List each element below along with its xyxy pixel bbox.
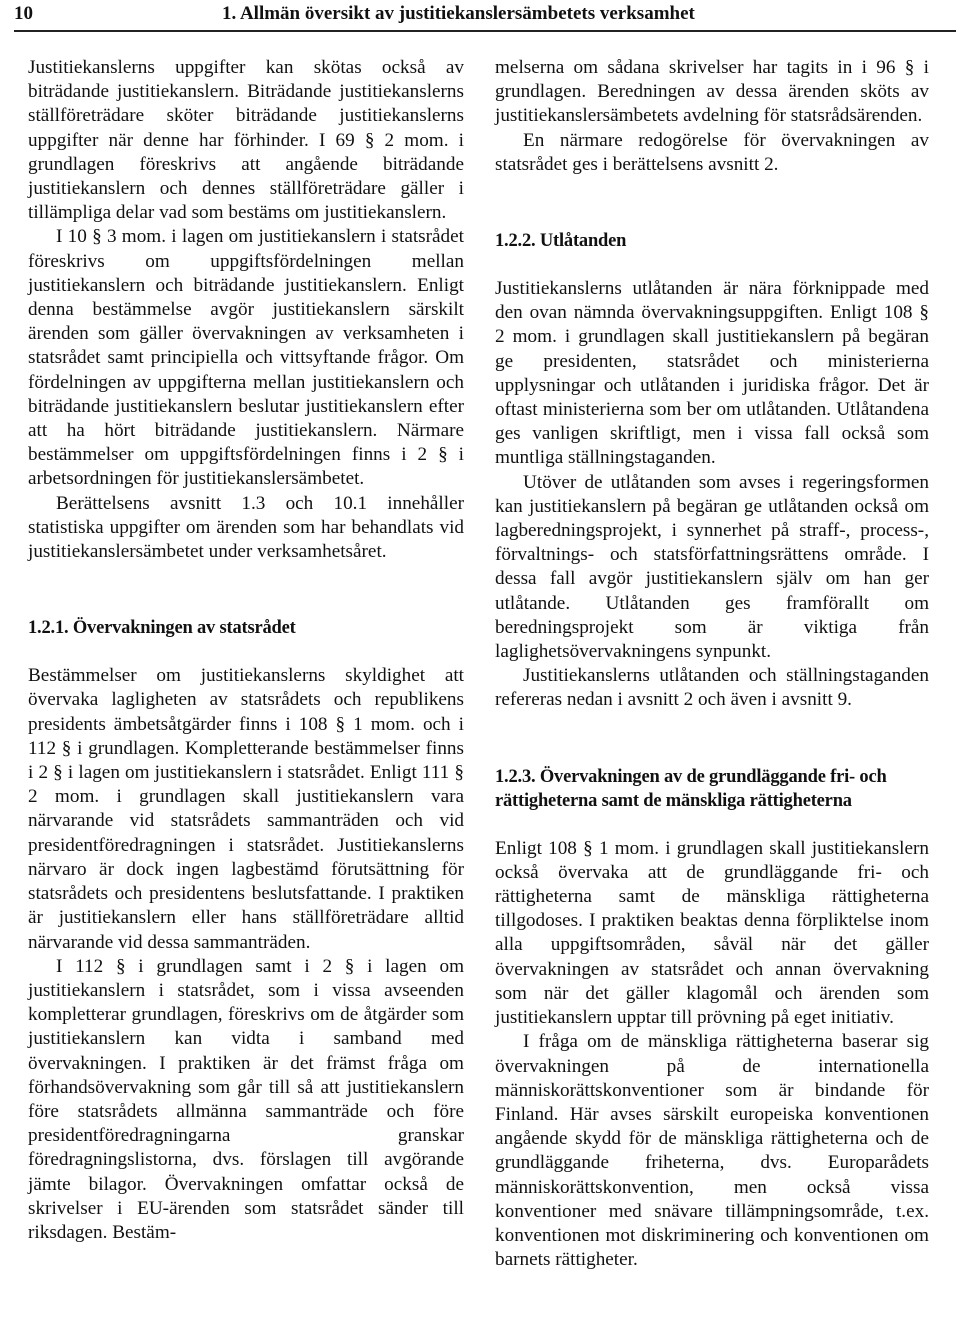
paragraph: Justitiekanslerns utlåtanden är nära förknippade med den ovan nämnda övervakningsuppgiften. Enligt 108 § 2 mom. i grundlagen skall justitiekanslern på begäran ge presidenten, statsrådet och ministerierna upplysningar och utlåtanden i juridiska frågor. Det är oftast ministerierna som ber om utlåtanden. Utlåtandena ges vanligen skriftligt, men i vissa fall också som muntliga ställningstaganden. (495, 278, 929, 469)
header-rule (14, 30, 956, 32)
paragraph: Justitiekanslerns utlåtanden och ställningstaganden refereras nedan i avsnitt 2 och även i avsnitt 9. (495, 665, 929, 711)
section-spacer (495, 177, 929, 229)
paragraph: Berättelsens avsnitt 1.3 och 10.1 innehåller statistiska uppgifter om ärenden som har behandlats vid justitiekanslersämbetet under verksamhetsåret. (28, 492, 464, 563)
paragraph: I 112 § i grundlagen samt i 2 § i lagen om justitiekanslern i statsrådet, som i vissa avseenden kompletterar grundlagen, föreskrivs om de åtgärder som justitiekanslern kan vidta i samband med övervakningen. I praktiken är det främst fråga om förhandsövervakning som går till så att justitiekanslern före statsrådets allmänna sammanträde och före presidentföredragningarna granskar föredragningslistorna, dvs. förslagen till avgörande jämte bilagor. Övervakningen omfattar också de skrivelser i EU-ärenden som statsrådet sänder till riksdagen. Bestäm- (28, 955, 464, 1243)
running-title: 1. Allmän översikt av justitiekanslersämbetets verksamhet (222, 3, 695, 24)
paragraph: I fråga om de mänskliga rättigheterna baserar sig övervakningen på de internationella människorättskonventioner som är bindande för Finland. Här avses särskilt europeiska konventionen angående skydd för de mänskliga rättigheterna och de grundläggande friheterna, dvs. Europarådets människorättskonvention, men också vissa konventioner med snävare tillämpningsområde, t.ex. konventionen mot diskriminering och konventionen om barnets rättigheter. (495, 1031, 929, 1271)
left-column (28, 56, 464, 1245)
paragraph: En närmare redogörelse för övervakningen av statsrådet ges i berättelsens avsnitt 2. (495, 129, 929, 175)
paragraph: Bestämmelser om justitiekanslerns skyldighet att övervaka lagligheten av statsrådets och republikens presidents ämbetsåtgärder finns i 108 § 1 mom. och i 112 § i grundlagen. Kompletterande bestämmelser finns i 2 § i lagen om justitiekanslern i statsrådet. Enligt 111 § 2 mom. i grundlagen skall justitiekanslern vara närvarande vid statsrådets sammanträden och vid presidentföredragningen i statsrådet. Justitiekanslerns närvaro är dock ingen lagbestämd förutsättning för statsrådets och presidentens beslutsfattande. I praktiken är justitiekanslern eller hans ställföreträdare alltid närvarande vid dessa sammanträden. (28, 665, 464, 953)
paragraph: Utöver de utlåtanden som avses i regeringsformen kan justitiekanslern på begäran ge utlåtanden också om lagberedningsprojekt, i synnerhet på straff-, process-, förvaltnings- och statsförfattningsrättens område. I dessa fall avgör justitiekanslern själv om han ger utlåtande. Utlåtanden ges framförallt om beredningsprojekt som är viktiga från laglighetsövervakningens synpunkt. (495, 471, 929, 663)
page-number: 10 (14, 3, 33, 24)
section-spacer (495, 713, 929, 765)
paragraph: Enligt 108 § 1 mom. i grundlagen skall justitiekanslern också övervaka att de grundläggande fri- och rättigheterna samt de mänskliga rättigheterna tillgodoses. I praktiken beaktas denna förpliktelse inom alla uppgiftsområden, såväl när det gäller övervakningen av statsrådet och annan övervakning som när det gäller klagomål och ärenden som justitiekanslern upptar till prövning på eget initiativ. (495, 837, 929, 1029)
section-heading-1-2-1: 1.2.1. Övervakningen av statsrådet (28, 618, 296, 639)
paragraph: Justitiekanslerns uppgifter kan skötas också av biträdande justitiekanslern. Biträdande justitiekanslerns ställföreträdare sköter biträdande justitiekanslerns uppgifter när denne har förhinder. I 69 § 2 mom. i grundlagen föreskrivs att angående biträdande justitiekanslern och dennes ställföreträdare gäller i tillämpliga delar vad som bestäms om justitiekanslern. (28, 57, 464, 224)
section-spacer (28, 640, 464, 664)
section-spacer (495, 813, 929, 837)
section-heading-1-2-3: 1.2.3. Övervakningen av de grundläggande fri- och rättigheterna samt de mänskliga rättigheterna (495, 766, 887, 811)
section-heading-1-2-2: 1.2.2. Utlåtanden (495, 231, 627, 252)
section-spacer (28, 564, 464, 616)
paragraph: I 10 § 3 mom. i lagen om justitiekanslern i statsrådet föreskrivs om uppgiftsfördelningen mellan justitiekanslern och biträdande justitiekanslern. Enligt denna bestämmelse avgör justitiekanslern särskilt ärenden som gäller övervakningen av verksamheten i statsrådet samt principiella och vittsyftande frågor. Om fördelningen av uppgifterna mellan justitiekanslern och biträdande justitiekanslern beslutar justitiekanslern efter att ha hört biträdande justitiekanslern. Närmare bestämmelser om uppgiftsfördelningen finns i 2 § i arbetsordningen för justitiekanslersämbetet. (28, 226, 464, 490)
paragraph: melserna om sådana skrivelser har tagits in i 96 § i grundlagen. Beredningen av dessa ärenden sköts av justitiekanslersämbetets avdelning för statsrådsärenden. (495, 57, 929, 127)
right-column (495, 56, 929, 1272)
running-header (14, 2, 954, 28)
section-spacer (495, 253, 929, 277)
